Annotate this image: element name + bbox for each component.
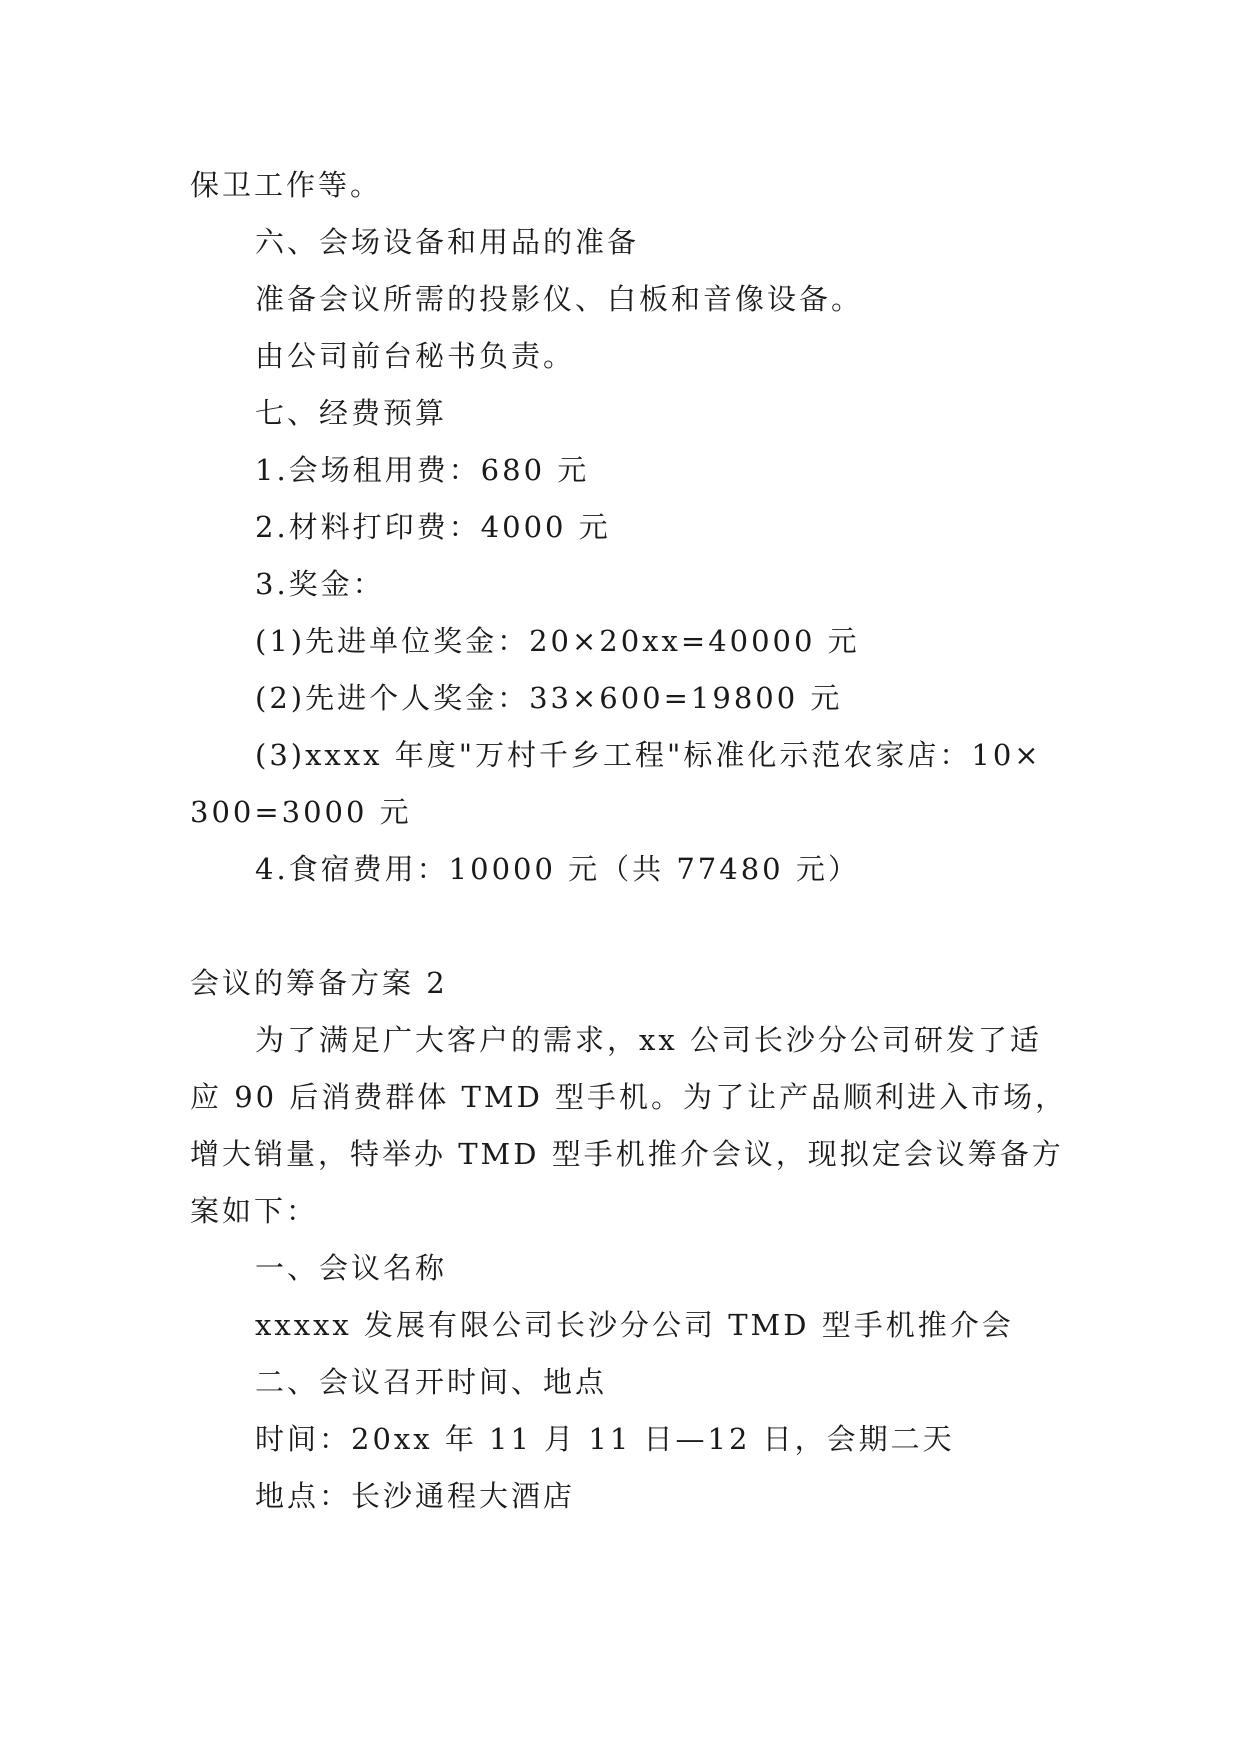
section-title: 会议的筹备方案 2 — [190, 966, 448, 1000]
budget-subitem: (2)先进个人奖金：33×600=19800 元 — [255, 681, 843, 715]
budget-item: 4.食宿费用：10000 元（共 77480 元） — [255, 852, 860, 886]
budget-subitem: (3)xxxx 年度"万村千乡工程"标准化示范农家店：10× — [255, 738, 1042, 772]
budget-item: 1.会场租用费：680 元 — [255, 453, 590, 487]
paragraph-line: 时间：20xx 年 11 月 11 日—12 日，会期二天 — [255, 1422, 955, 1456]
budget-subitem: (1)先进单位奖金：20×20xx=40000 元 — [255, 624, 860, 658]
section-heading: 七、经费预算 — [255, 396, 448, 430]
paragraph-line: 应 90 后消费群体 TMD 型手机。为了让产品顺利进入市场， — [190, 1080, 1068, 1114]
paragraph-line: 地点：长沙通程大酒店 — [255, 1479, 576, 1513]
paragraph-line: 为了满足广大客户的需求，xx 公司长沙分公司研发了适 — [255, 1023, 1042, 1057]
paragraph-line: 300=3000 元 — [190, 795, 412, 829]
paragraph-line: 增大销量，特举办 TMD 型手机推介会议，现拟定会议筹备方 — [190, 1137, 1064, 1171]
section-heading: 二、会议召开时间、地点 — [255, 1365, 608, 1399]
paragraph-line: 保卫工作等。 — [190, 168, 383, 202]
paragraph-line: xxxxx 发展有限公司长沙分公司 TMD 型手机推介会 — [255, 1308, 1014, 1342]
section-heading: 一、会议名称 — [255, 1251, 448, 1285]
paragraph-line: 由公司前台秘书负责。 — [255, 339, 576, 373]
section-heading: 六、会场设备和用品的准备 — [255, 225, 640, 259]
budget-item: 2.材料打印费：4000 元 — [255, 510, 611, 544]
paragraph-line: 准备会议所需的投影仪、白板和音像设备。 — [255, 282, 864, 316]
budget-item: 3.奖金： — [255, 567, 385, 601]
paragraph-line: 案如下： — [190, 1194, 319, 1228]
